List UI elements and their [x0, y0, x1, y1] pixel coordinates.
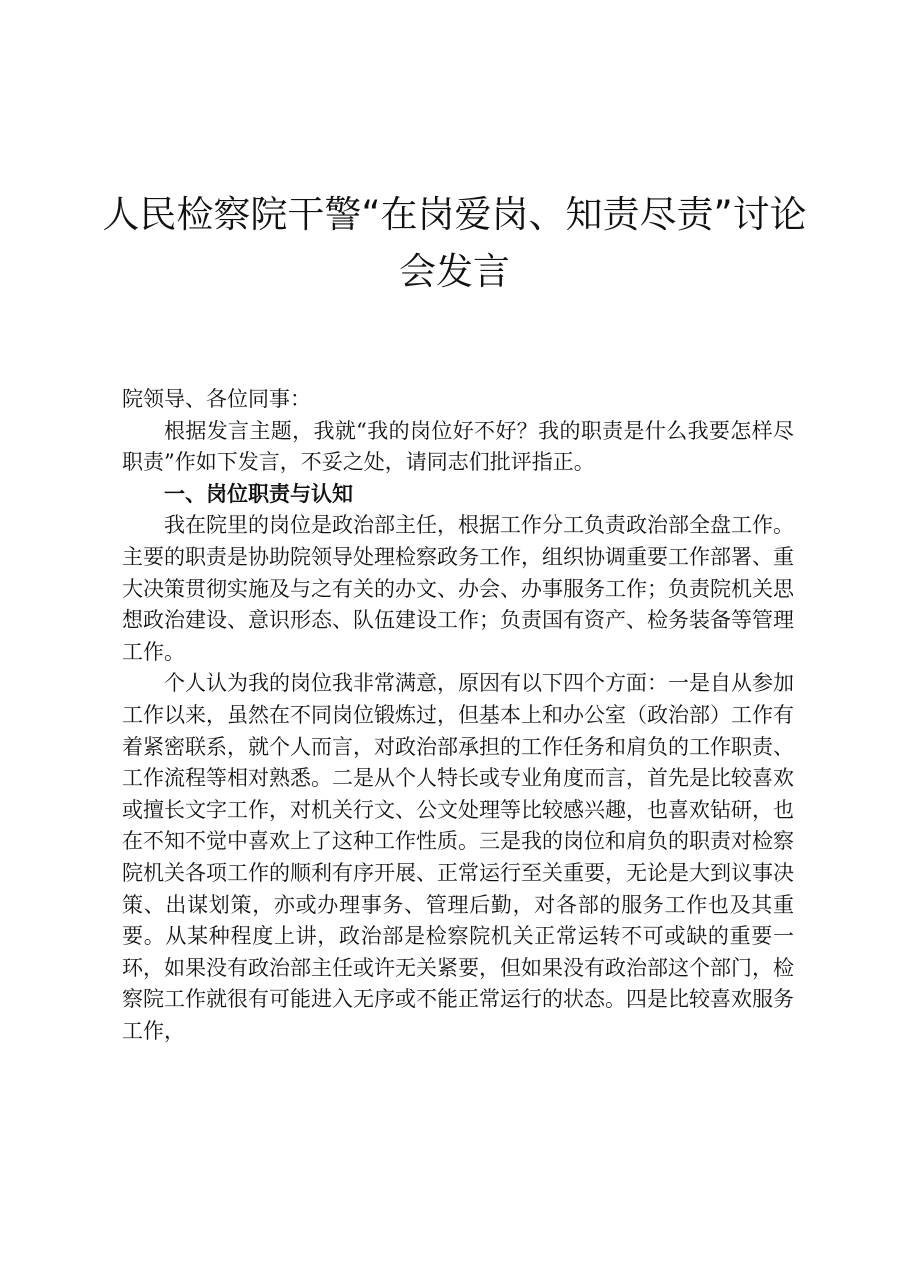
salutation: 院领导、各位同事： — [122, 387, 311, 411]
document-body — [122, 384, 794, 1047]
section-heading: 一、岗位职责与认知 — [164, 481, 353, 506]
body-paragraph: 我在院里的岗位是政治部主任，根据工作分工负责政治部全盘工作。主要的职责是协助院领导处理检察政务工作，组织协调重要工作部署、重大决策贯彻实施及与之有关的办文、办会、办事服务工作；负责院机关思想政治建设、意识形态、队伍建设工作；负责国有资产、检务装备等管理工作。 — [122, 513, 794, 664]
document-title-line-2: 会发言 — [399, 250, 510, 293]
document-title-line-1: 人民检察院干警“在岗爱岗、知责尽责”讨论 — [102, 193, 807, 236]
body-paragraph: 个人认为我的岗位我非常满意，原因有以下四个方面：一是自从参加工作以来，虽然在不同岗位锻炼过，但基本上和办公室（政治部）工作有着紧密联系，就个人而言，对政治部承担的工作任务和肩负的工作职责、工作流程等相对熟悉。二是从个人特长或专业角度而言，首先是比较喜欢或擅长文字工作，对机关行文、公文处理等比较感兴趣，也喜欢钻研，也在不知不觉中喜欢上了这种工作性质。三是我的岗位和肩负的职责对检察院机关各项工作的顺利有序开展、正常运行至关重要，无论是大到议事决策、出谋划策，亦或办理事务、管理后勤，对各部的服务工作也及其重要。从某种程度上讲，政治部是检察院机关正常运转不可或缺的重要一环，如果没有政治部主任或许无关紧要，但如果没有政治部这个部门，检察院工作就很有可能进入无序或不能正常运行的状态。四是比较喜欢服务工作， — [122, 671, 794, 1043]
intro-paragraph: 根据发言主题，我就“我的岗位好不好？我的职责是什么我要怎样尽职责”作如下发言，不妥之处，请同志们批评指正。 — [122, 418, 794, 475]
